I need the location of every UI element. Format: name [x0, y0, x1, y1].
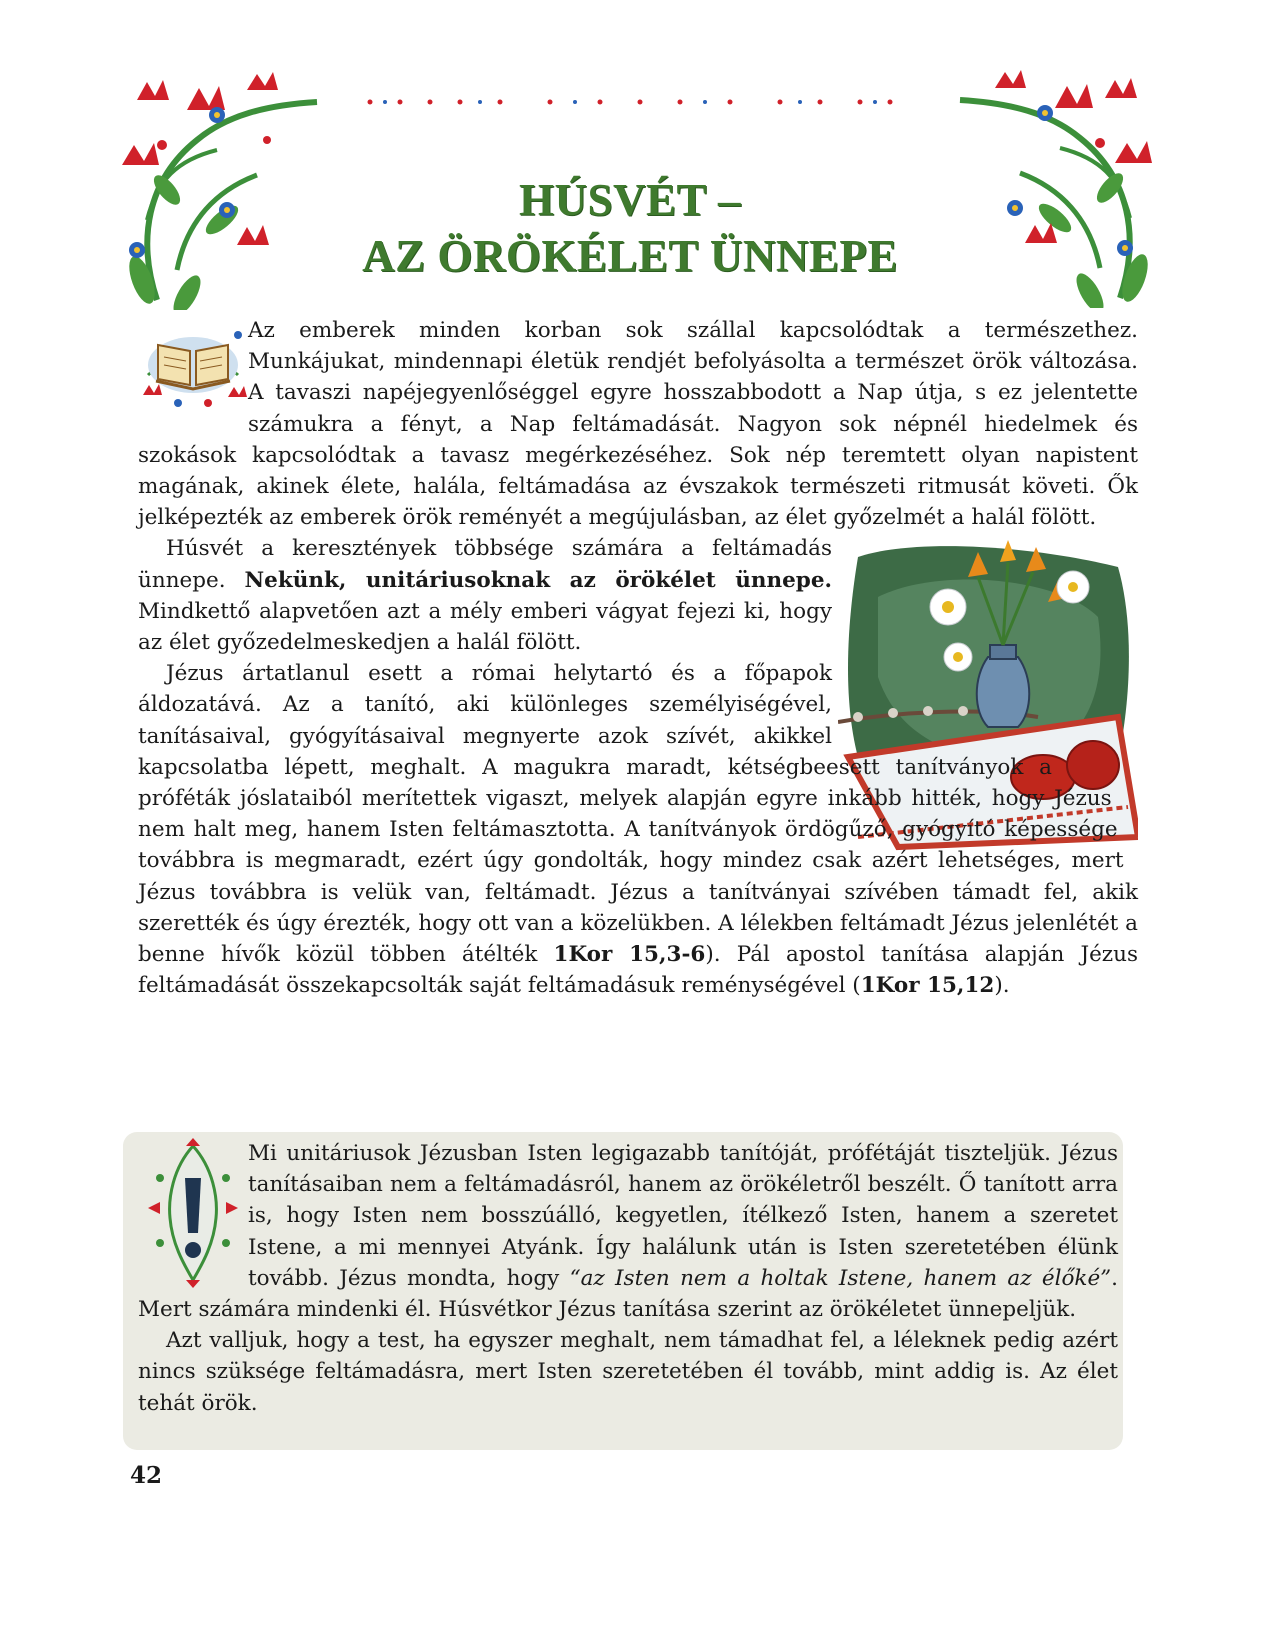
jesus-quote: “az Isten nem a holtak Istene, hanem az élőké” [569, 1265, 1112, 1291]
open-book-icon [138, 315, 248, 411]
paragraph-2-emphasis: Nekünk, unitáriusoknak az örökélet ünnepe. [244, 567, 832, 593]
paragraph-1: Az emberek minden korban sok szállal kapcsolódtak a természethez. Munkájukat, mindennapi életük rendjét befolyásolta a természet örök változása. A tavaszi napéjegyenlőséggel egyre hosszabbodott a Nap útja, s ez jelentette számukra a fényt, a Nap feltámadását. Nagyon sok népnél hiedelmek és szokások kapcsolódtak a tavasz megérkezéséhez. Sok nép teremtett olyan napistent magának, akinek élete, halála, feltámadása az évszakok természeti ritmusát követi. Ők jelképezték az emberek örök reményét a megújulásban, az élet győzelmét a halál fölött. [138, 318, 1138, 531]
title-line-2: AZ ÖRÖKÉLET ÜNNEPE [362, 231, 898, 281]
bible-reference-2: 1Kor 15,12 [860, 973, 995, 999]
paragraph-2-part-a: Húsvét a keresztények többsége számára a feltámadás ünnepe. [138, 536, 832, 593]
callout-paragraph-2: Azt valljuk, hogy a test, ha egyszer meghalt, nem támadhat fel, a léleknek pedig azért nincs szüksége feltámadásra, mert Isten szeretetében él tovább, mint addig is. Az élet tehát örök. [138, 1328, 1118, 1416]
page-number: 42 [130, 1462, 163, 1489]
callout-paragraph-1-part-b: . Mert számára mindenki él. Húsvétkor Jézus tanítása szerint az örökéletet ünnepeljük. [138, 1265, 1118, 1323]
paragraph-2-part-b: Mindkettő alapvetően azt a mély emberi vágyat fejezi ki, hogy az élet győzedelmeskedjen a halál fölött. [138, 598, 832, 656]
bible-reference-1: 1Kor 15,3-6 [553, 942, 706, 968]
paragraph-3-part-c: ). [994, 973, 1010, 999]
exclamation-icon [138, 1138, 248, 1288]
callout-paragraph-1 [138, 1138, 1118, 1325]
callout-paragraph-1-part-a: Mi unitáriusok Jézusban Isten legigazabb tanítóját, prófétáját tiszteljük. Jézus tanításaiban nem a feltámadásról, hanem az örökéletről beszélt. Ő tanított arra is, hogy Isten nem bosszúálló, kegyetlen, ítélkező Isten, hanem a szeretet Istene, a mi mennyei Atyánk. Így halálunk után is Isten szeretetében élünk tovább. Jézus mondta, hogy [248, 1141, 1118, 1291]
paragraph-3-part-a: Jézus ártatlanul esett a római helytartó és a főpapok áldozatává. Az a tanító, aki különleges személyiségével, tanításaival, gyógyításaival megnyerte azok szívét, akikkel kapcsolatba lépett, meghalt. A magukra maradt, kétségbeesett tanítványok a próféták jóslataiból merítettek vigaszt, melyek alapján egyre inkább hitték, hogy Jézus nem halt meg, hanem Isten feltámasztotta. A tanítványok ördögűző, gyógyító képessége továbbra is megmaradt, ezért úgy gondolták, hogy mindez csak azért lehetséges, mert Jézus továbbra is velük van, feltámadt. Jézus a tanítványai szívében támadt fel, akik szerették és úgy érezték, hogy ott van a közelükben. A lélekben feltámadt Jézus jelenlétét a benne hívők közül többen átélték [138, 661, 1138, 968]
title-line-1: HÚSVÉT – [519, 175, 741, 225]
main-text [138, 315, 1138, 1001]
page-title [290, 172, 970, 284]
callout-text [138, 1138, 1118, 1419]
paragraph-3-part-b: Pál apostol tanítása alapján Jézus feltámadását összekapcsolták saját feltámadásuk reménységével ( [138, 942, 1138, 999]
dotted-border-top [360, 96, 915, 108]
paragraph-3: Jézus ártatlanul esett a római helytartó és a főpapok áldozatává. Az a tanító, aki különleges személyiségével, tanításaival, gyógyításaival megnyerte azok szívét, akikkel kapcsolatba lépett, meghalt. A magukra maradt, kétségbeesett tanítványok a próféták jóslataiból merítettek vigaszt, melyek alapján egyre inkább hitték, hogy Jézus nem halt meg, hanem Isten feltámasztotta. A tanítványok ördögűző, gyógyító képessége továbbra is megmaradt, ezért úgy gondolták, hogy mindez csak azért lehetséges, mert Jézus továbbra is velük van, feltámadt. Jézus a tanítványai szívében támadt fel, akik szerették és úgy érezték, hogy ott van a közelükben. A lélekben feltámadt Jézus jelenlétét a benne hívők közül többen átélték 1Kor 15,3-6). Pál apostol tanítása alapján Jézus feltámadását összekapcsolták saját feltámadásuk reménységével (1Kor 15,12). [138, 661, 1138, 999]
